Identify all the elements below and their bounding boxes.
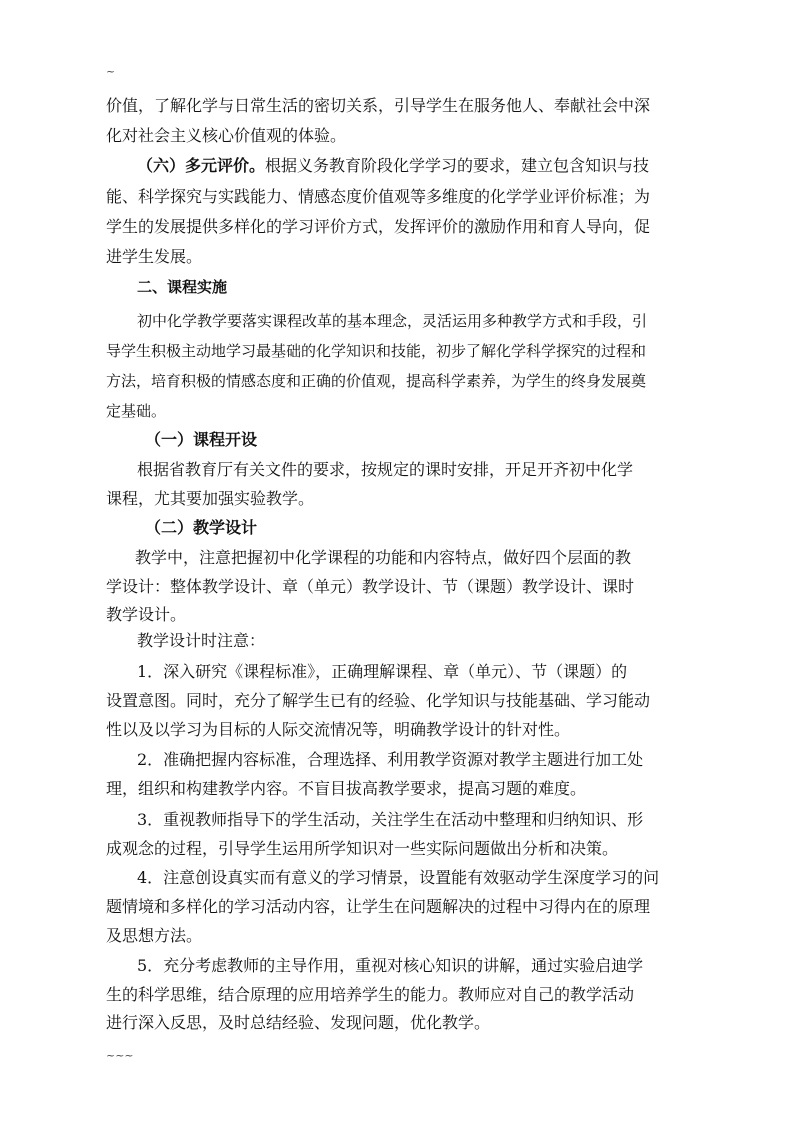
body-line: 5．充分考虑教师的主导作用，重视对核心知识的讲解，通过实验启迪学 xyxy=(137,956,644,975)
body-line: 教学设计。 xyxy=(106,605,187,624)
section-heading: （一）课程开设 xyxy=(145,430,258,449)
body-line: 及思想方法。 xyxy=(106,926,203,945)
body-line: 学生的发展提供多样化的学习评价方式，发挥评价的激励作用和育人导向，促 xyxy=(106,217,651,236)
body-line: 3．重视教师指导下的学生活动，关注学生在活动中整理和归纳知识、形 xyxy=(137,810,644,829)
body-line: 成观念的过程，引导学生运用所学知识对一些实际问题做出分析和决策。 xyxy=(106,839,619,858)
body-line: 方法，培育积极的情感态度和正确的价值观，提高科学素养，为学生的终身发展奠 xyxy=(106,372,647,390)
body-line: 根据省教育厅有关文件的要求，按规定的课时安排，开足开齐初中化学 xyxy=(137,460,634,479)
body-line: 化对社会主义核心价值观的体验。 xyxy=(106,126,347,145)
body-line: 教学中，注意把握初中化学课程的功能和内容特点，做好四个层面的教 xyxy=(135,548,632,567)
body-line: 4．注意创设真实而有意义的学习情景，设置能有效驱动学生深度学习的问 xyxy=(137,868,660,887)
body-line: 定基础。 xyxy=(106,402,167,420)
body-line: 题情境和多样化的学习活动内容，让学生在问题解决的过程中习得内在的原理 xyxy=(106,897,651,916)
body-line: 理，组织和构建教学内容。不盲目拔高教学要求，提高习题的难度。 xyxy=(106,779,587,798)
body-line: 设置意图。同时，充分了解学生已有的经验、化学知识与技能基础、学习能动 xyxy=(106,691,651,710)
body-line: 进行深入反思，及时总结经验、发现问题，优化教学。 xyxy=(106,1013,491,1032)
header-mark: ~ xyxy=(106,65,116,78)
body-line: 能、科学探究与实践能力、情感态度价值观等多维度的化学学业评价标准；为 xyxy=(106,187,651,206)
body-line: 进学生发展。 xyxy=(106,247,203,266)
body-line: 1．深入研究《课程标准》，正确理解课程、章（单元）、节（课题）的 xyxy=(137,662,628,681)
body-line: 教学设计时注意： xyxy=(137,631,266,650)
body-line: 课程，尤其要加强实验教学。 xyxy=(106,489,315,508)
body-line: 学设计：整体教学设计、章（单元）教学设计、节（课题）教学设计、课时 xyxy=(106,577,635,596)
section-heading: 二、课程实施 xyxy=(137,278,228,296)
body-line: （六）多元评价。根据义务教育阶段化学学习的要求，建立包含知识与技 xyxy=(137,156,650,175)
body-line: 2．准确把握内容标准，合理选择、利用教学资源对教学主题进行加工处 xyxy=(137,750,644,769)
section-heading: （六）多元评价。 xyxy=(137,156,266,175)
body-line: 性以及以学习为目标的人际交流情况等，明确教学设计的针对性。 xyxy=(106,720,571,739)
body-line: 导学生积极主动地学习最基础的化学知识和技能，初步了解化学科学探究的过程和 xyxy=(106,342,647,360)
body-line: 初中化学教学要落实课程改革的基本理念，灵活运用多种教学方式和手段，引 xyxy=(137,312,648,330)
footer-mark: ~~~ xyxy=(106,1049,134,1062)
body-line: 生的科学思维，结合原理的应用培养学生的能力。教师应对自己的教学活动 xyxy=(106,985,635,1004)
body-line: 价值，了解化学与日常生活的密切关系，引导学生在服务他人、奉献社会中深 xyxy=(106,96,651,115)
section-heading: （二）教学设计 xyxy=(145,518,258,537)
